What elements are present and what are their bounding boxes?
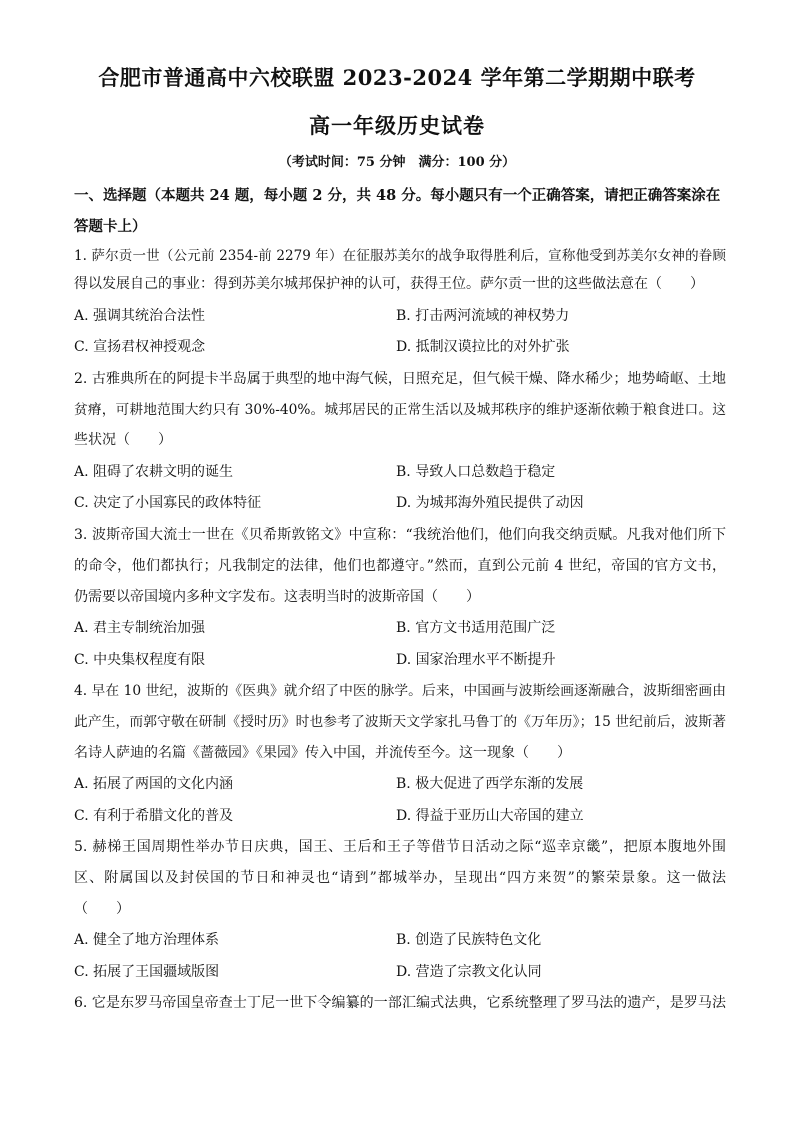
question-5-option-d[interactable]: D. 营造了宗教文化认同	[396, 964, 542, 980]
question-4-option-a[interactable]: A. 拓展了两国的文化内涵	[74, 776, 234, 792]
question-2-option-d[interactable]: D. 为城邦海外殖民提供了动因	[396, 495, 584, 511]
question-4-option-d[interactable]: D. 得益于亚历山大帝国的建立	[396, 808, 584, 824]
question-1-option-b[interactable]: B. 打击两河流域的神权势力	[396, 308, 570, 324]
question-4-option-b[interactable]: B. 极大促进了西学东渐的发展	[396, 776, 584, 792]
question-1-option-a[interactable]: A. 强调其统治合法性	[74, 308, 206, 324]
question-2-line-1: 2. 古雅典所在的阿提卡半岛属于典型的地中海气候，日照充足，但气候干燥、降水稀少；地势崎岖、土地	[74, 371, 726, 387]
question-2-option-c[interactable]: C. 决定了小国寡民的政体特征	[74, 495, 262, 511]
question-4-option-c[interactable]: C. 有利于希腊文化的普及	[74, 808, 234, 824]
question-4-line-2: 此产生，而郭守敬在研制《授时历》时也参考了波斯天文学家扎马鲁丁的《万年历》；15 世纪前后，波斯著	[74, 714, 726, 730]
question-5-option-c[interactable]: C. 拓展了王国疆域版图	[74, 964, 220, 980]
question-4-line-3: 名诗人萨迪的名篇《蔷薇园》《果园》传入中国，并流传至今。这一现象（ ）	[74, 745, 571, 761]
question-3-option-b[interactable]: B. 官方文书适用范围广泛	[396, 620, 556, 636]
question-3-line-2: 的命令，他们都执行；凡我制定的法律，他们也都遵守。”然而，直到公元前 4 世纪，帝国的官方文书，	[74, 558, 726, 574]
exam-title: 合肥市普通高中六校联盟 2023-2024 学年第二学期期中联考	[98, 65, 696, 90]
question-2-line-3: 些状况（ ）	[74, 432, 172, 448]
question-5-option-a[interactable]: A. 健全了地方治理体系	[74, 932, 220, 948]
exam-subtitle: 高一年级历史试卷	[309, 113, 485, 138]
question-3-option-c[interactable]: C. 中央集权程度有限	[74, 652, 206, 668]
question-1-option-d[interactable]: D. 抵制汉谟拉比的对外扩张	[396, 339, 570, 355]
question-2-option-a[interactable]: A. 阻碍了农耕文明的诞生	[74, 464, 234, 480]
question-3-option-d[interactable]: D. 国家治理水平不断提升	[396, 652, 556, 668]
exam-meta: （考试时间：75 分钟 满分：100 分）	[278, 155, 516, 170]
question-5-line-1: 5. 赫梯王国周期性举办节日庆典，国王、王后和王子等借节日活动之际“巡幸京畿”，把原本腹地外围	[74, 839, 726, 855]
question-3-line-3: 仍需要以帝国境内多种文字发布。这表明当时的波斯帝国（ ）	[74, 589, 480, 605]
question-6-line-1: 6. 它是东罗马帝国皇帝查士丁尼一世下令编纂的一部汇编式法典，它系统整理了罗马法的遗产，是罗马法	[74, 995, 726, 1011]
question-3-option-a[interactable]: A. 君主专制统治加强	[74, 620, 206, 636]
question-5-line-3: （ ）	[74, 901, 130, 917]
question-2-line-2: 贫瘠，可耕地范围大约只有 30%-40%。城邦居民的正常生活以及城邦秩序的维护逐渐依赖于粮食进口。这	[74, 402, 726, 418]
question-1-option-c[interactable]: C. 宣扬君权神授观念	[74, 339, 206, 355]
question-1-line-2: 得以发展自己的事业：得到苏美尔城邦保护神的认可，获得王位。萨尔贡一世的这些做法意在（ ）	[74, 276, 704, 292]
section-heading: 一、选择题（本题共 24 题，每小题 2 分，共 48 分。每小题只有一个正确答案，请把正确答案涂在答题卡上）	[74, 187, 721, 235]
question-2-option-b[interactable]: B. 导致人口总数趋于稳定	[396, 464, 556, 480]
question-5-line-2: 区、附属国以及封侯国的节日和神灵也“请到”都城举办，呈现出“四方来贺”的繁荣景象。这一做法	[74, 870, 726, 886]
question-5-option-b[interactable]: B. 创造了民族特色文化	[396, 932, 542, 948]
question-1-line-1: 1. 萨尔贡一世（公元前 2354-前 2279 年）在征服苏美尔的战争取得胜利后，宣称他受到苏美尔女神的眷顾	[74, 248, 726, 264]
question-4-line-1: 4. 早在 10 世纪，波斯的《医典》就介绍了中医的脉学。后来，中国画与波斯绘画逐渐融合，波斯细密画由	[74, 683, 726, 699]
question-3-line-1: 3. 波斯帝国大流士一世在《贝希斯敦铭文》中宣称：“我统治他们，他们向我交纳贡赋。凡我对他们所下	[74, 527, 726, 543]
